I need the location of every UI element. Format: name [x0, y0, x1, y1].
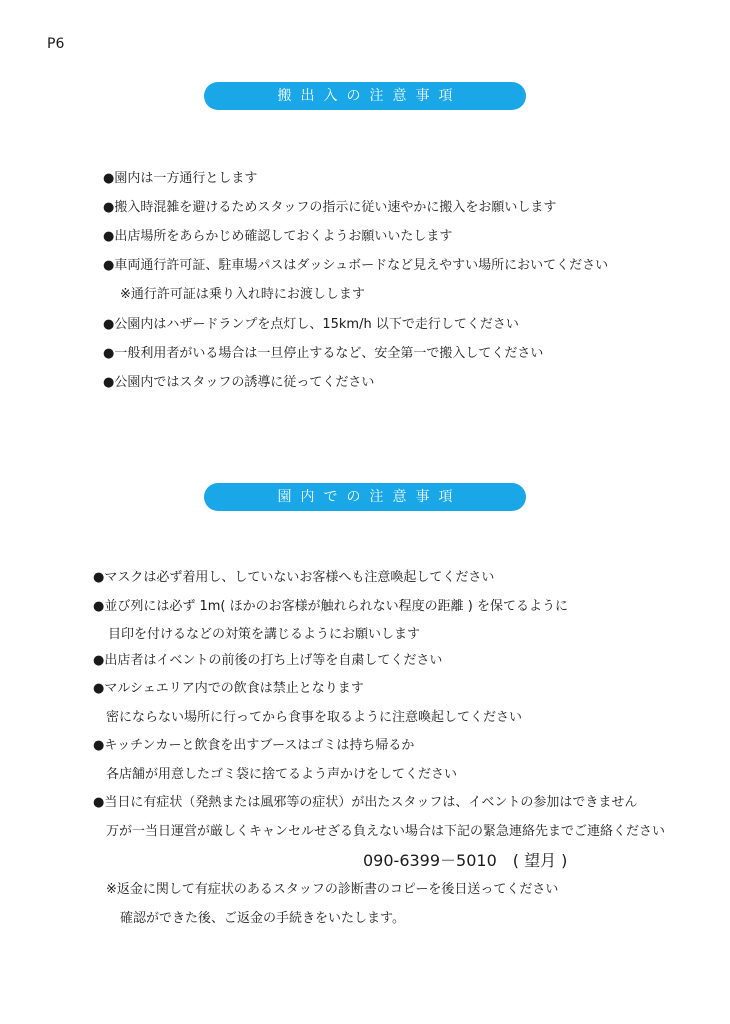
notice-line: ●マルシェエリア内での飲食は禁止となります [93, 681, 364, 696]
notice-line: ●マスクは必ず着用し、していないお客様へも注意喚起してください [93, 570, 495, 585]
notice-line: ●公園内はハザードランプを点灯し、15km/h 以下で走行してください [103, 317, 519, 332]
notice-line: ●当日に有症状（発熱または風邪等の症状）が出たスタッフは、イベントの参加はできません [93, 795, 638, 810]
notice-line: ●出店場所をあらかじめ確認しておくようお願いいたします [103, 229, 453, 244]
notice-line: ●並び列には必ず 1m( ほかのお客様が触れられない程度の距離 ) を保てるように [93, 599, 568, 614]
section-title-loading: 搬出入の注意事項 [204, 82, 526, 110]
notice-line: ●搬入時混雑を避けるためスタッフの指示に従い速やかに搬入をお願いします [103, 200, 557, 215]
notice-line: ●キッチンカーと飲食を出すブースはゴミは持ち帰るか [93, 738, 415, 753]
page-number: P6 [47, 36, 65, 52]
emergency-phone: 090-6399－5010 ( 望月 ) [363, 851, 568, 870]
notice-line: 各店舗が用意したゴミ袋に捨てるよう声かけをしてください [106, 767, 458, 782]
notice-note: ※通行許可証は乗り入れ時にお渡しします [120, 287, 365, 302]
notice-line: ●公園内ではスタッフの誘導に従ってください [103, 375, 375, 390]
notice-line: ●一般利用者がいる場合は一旦停止するなど、安全第一で搬入してください [103, 346, 544, 361]
refund-note: 確認ができた後、ご返金の手続きをいたします。 [120, 911, 405, 926]
notice-line: ●園内は一方通行とします [103, 171, 258, 186]
notice-line: ●出店者はイベントの前後の打ち上げ等を自粛してください [93, 653, 443, 668]
refund-note: ※返金に関して有症状のあるスタッフの診断書のコピーを後日送ってください [106, 882, 559, 897]
notice-line: ●車両通行許可証、駐車場パスはダッシュボードなど見えやすい場所においてください [103, 258, 609, 273]
notice-line: 万が一当日運営が厳しくキャンセルせざる負えない場合は下記の緊急連絡先までご連絡ください [106, 824, 666, 839]
notice-line: 密にならない場所に行ってから食事を取るように注意喚起してください [106, 710, 523, 725]
section-title-in-park: 園内での注意事項 [204, 483, 526, 511]
notice-line: 目印を付けるなどの対策を講じるようにお願いします [108, 627, 421, 642]
